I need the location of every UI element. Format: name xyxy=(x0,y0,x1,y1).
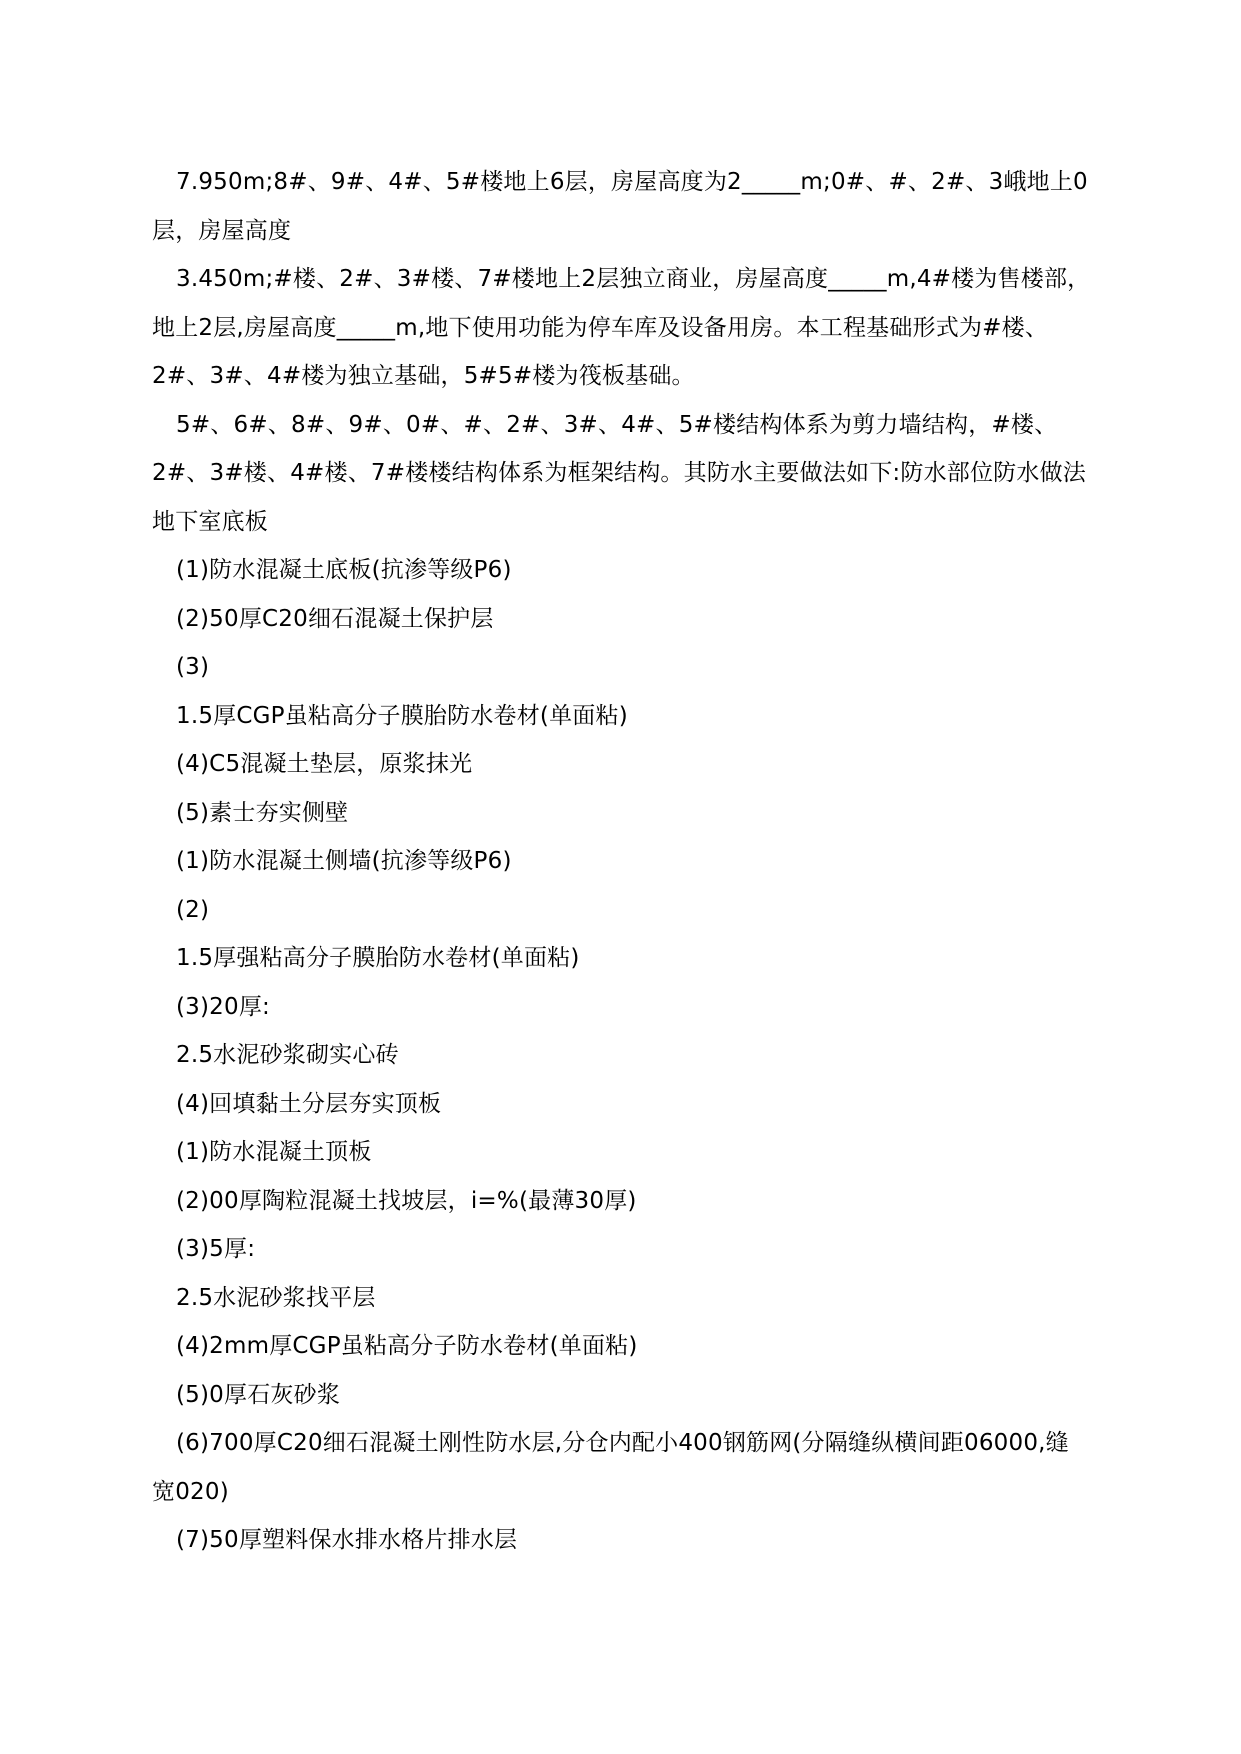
list-item: 2.5水泥砂浆找平层 xyxy=(176,1284,376,1311)
paragraph-structure-system: 5#、6#、8#、9#、0#、#、2#、3#、4#、5#楼结构体系为剪力墙结构，#楼、2#、3#楼、4#楼、7#楼楼结构体系为框架结构。其防水主要做法如下:防水部位防水做法地下室底板 xyxy=(152,411,1086,535)
paragraph-building-heights-2: 3.450m;#楼、2#、3#楼、7#楼地上2层独立商业，房屋高度_____m,4#楼为售楼部，地上2层,房屋高度_____m,地下使用功能为停车库及设备用房。本工程基础形式为#楼、2#、3#、4#楼为独立基础，5#5#楼为筏板基础。 xyxy=(152,266,1091,389)
list-item: (2) xyxy=(176,896,210,923)
list-item: (7)50厚塑料保水排水格片排水层 xyxy=(176,1527,518,1553)
list-item: (2)00厚陶粒混凝土找坡层，i=%(最薄30厚) xyxy=(176,1187,637,1214)
list-item: (1)防水混凝土底板(抗渗等级P6) xyxy=(176,557,512,583)
document-body xyxy=(152,158,1092,1565)
list-item: (1)防水混凝土顶板 xyxy=(176,1139,372,1165)
list-item: (2)50厚C20细石混凝土保护层 xyxy=(176,605,494,632)
list-item: 1.5厚CGP虽粘高分子膜胎防水卷材(单面粘) xyxy=(176,702,628,729)
list-item: (3)5厚: xyxy=(176,1236,256,1262)
list-item: (5)0厚石灰砂浆 xyxy=(176,1381,341,1408)
list-item: (5)素士夯实侧壁 xyxy=(176,799,349,826)
list-item: (4)C5混凝土垫层，原浆抹光 xyxy=(176,751,473,777)
list-item: 1.5厚强粘高分子膜胎防水卷材(单面粘) xyxy=(176,945,580,971)
list-item: (4)回填黏土分层夯实顶板 xyxy=(176,1090,442,1117)
list-item: (4)2mm厚CGP虽粘高分子防水卷材(单面粘) xyxy=(176,1333,638,1359)
list-item: (3)20厚: xyxy=(176,993,270,1020)
list-item: (3) xyxy=(176,654,210,680)
list-item: 2.5水泥砂浆砌实心砖 xyxy=(176,1042,399,1068)
list-item: (1)防水混凝土侧墙(抗渗等级P6) xyxy=(176,848,512,874)
list-item: (6)700厚C20细石混凝土刚性防水层,分仓内配小400钢筋网(分隔缝纵横间距06000,缝宽020) xyxy=(152,1430,1069,1505)
paragraph-building-heights-1: 7.950m;8#、9#、4#、5#楼地上6层，房屋高度为2_____m;0#、#、2#、3峨地上0层，房屋高度 xyxy=(152,169,1088,244)
